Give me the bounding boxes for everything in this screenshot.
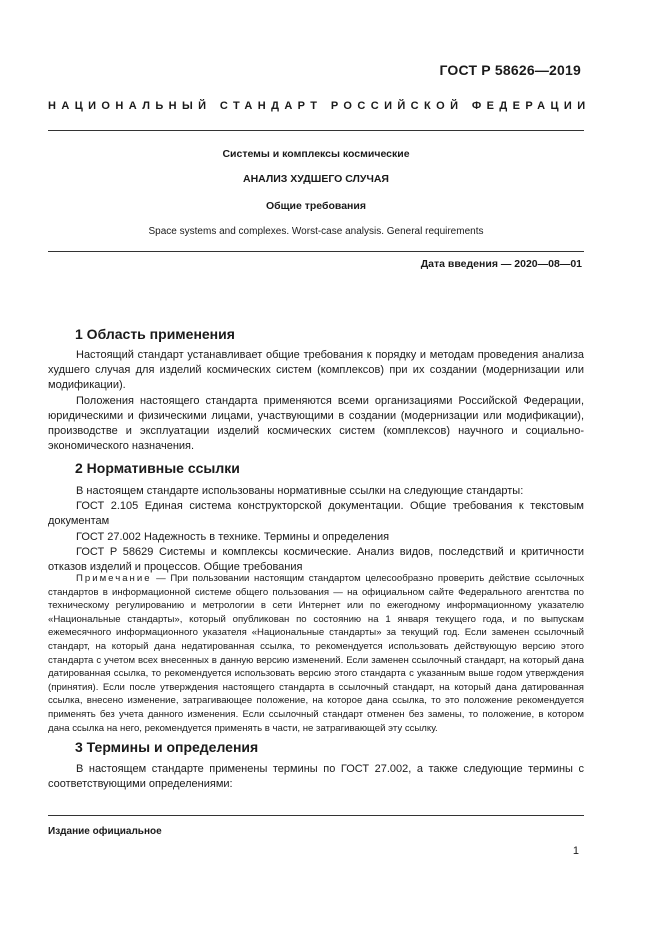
section-1-body <box>48 348 584 454</box>
reference-item: ГОСТ Р 58629 Системы и комплексы космические. Анализ видов, последствий и критичности отказов изделий и процессов. Общие требования <box>48 545 584 574</box>
section-2-body <box>48 484 584 575</box>
section-3-heading: 3 Термины и определения <box>75 739 259 755</box>
paragraph: Положения настоящего стандарта применяются всеми организациями Российской Федерации, юридическими и физическими лицами, участвующими в создании (модернизации или модификации), производстве и эксплуатации изделий космических систем (комплексов) научного и социально-экономического назначения. <box>48 394 584 453</box>
title-line-1: Системы и комплексы космические <box>222 148 410 160</box>
title-line-3: Общие требования <box>266 200 366 212</box>
paragraph: В настоящем стандарте применены термины по ГОСТ 27.002, а также следующие термины с соответствующими определениями: <box>48 763 584 791</box>
section-3-body <box>48 762 584 792</box>
national-standard-banner: НАЦИОНАЛЬНЫЙ СТАНДАРТ РОССИЙСКОЙ ФЕДЕРАЦИИ <box>48 100 591 112</box>
page-number: 1 <box>572 845 579 857</box>
note-block <box>48 572 584 735</box>
section-2-heading: 2 Нормативные ссылки <box>75 460 240 476</box>
official-edition-label: Издание официальное <box>48 826 162 837</box>
english-title: Space systems and complexes. Worst-case analysis. General requirements <box>148 226 484 237</box>
paragraph: Настоящий стандарт устанавливает общие требования к порядку и методам проведения анализа худшего случая для изделий космических систем (комплексов) при их создании (модернизации или модификации). <box>48 349 584 392</box>
gost-number: ГОСТ Р 58626—2019 <box>439 62 581 78</box>
title-divider <box>48 251 584 252</box>
note-label: Примечание <box>76 573 152 584</box>
section-1-heading: 1 Область применения <box>75 326 235 342</box>
title-line-2: АНАЛИЗ ХУДШЕГО СЛУЧАЯ <box>243 173 389 185</box>
introduction-date: Дата введения — 2020—08—01 <box>420 258 582 270</box>
reference-item: ГОСТ 27.002 Надежность в технике. Термины и определения <box>76 530 390 543</box>
paragraph: В настоящем стандарте использованы нормативные ссылки на следующие стандарты: <box>76 485 524 497</box>
note-text: — При пользовании настоящим стандартом целесообразно проверить действие ссылочных стандартов в информационной системе общего пользования — на официальном сайте Федерального агентства по техническому регулированию и метрологии в сети Интернет или по ежегодному информационному указателю «Национальные стандарты», который опубликован по состоянию на 1 января текущего года, и по выпускам ежемесячного информационного указателя «Национальные стандарты» за текущий год. Если заменен ссылочный стандарт, на который дана недатированная ссылка, то рекомендуется использовать действующую версию этого стандарта с учетом всех внесенных в данную версию изменений. Если заменен ссылочный стандарт, на который дана датированная ссылка, то рекомендуется использовать версию этого стандарта с указанным выше годом утверждения (принятия). Если после утверждения настоящего стандарта в ссылочный стандарт, на который дана датированная ссылка, внесено изменение, затрагивающее положение, на которое дана ссылка, то это положение рекомендуется применять без учета данного изменения. Если ссылочный стандарт отменен без замены, то положение, в котором дана ссылка на него, рекомендуется применять в части, не затрагивающей эту ссылку. <box>48 573 584 734</box>
reference-item: ГОСТ 2.105 Единая система конструкторской документации. Общие требования к текстовым документам <box>48 500 584 528</box>
header-divider <box>48 130 584 131</box>
footer-divider <box>48 815 584 816</box>
